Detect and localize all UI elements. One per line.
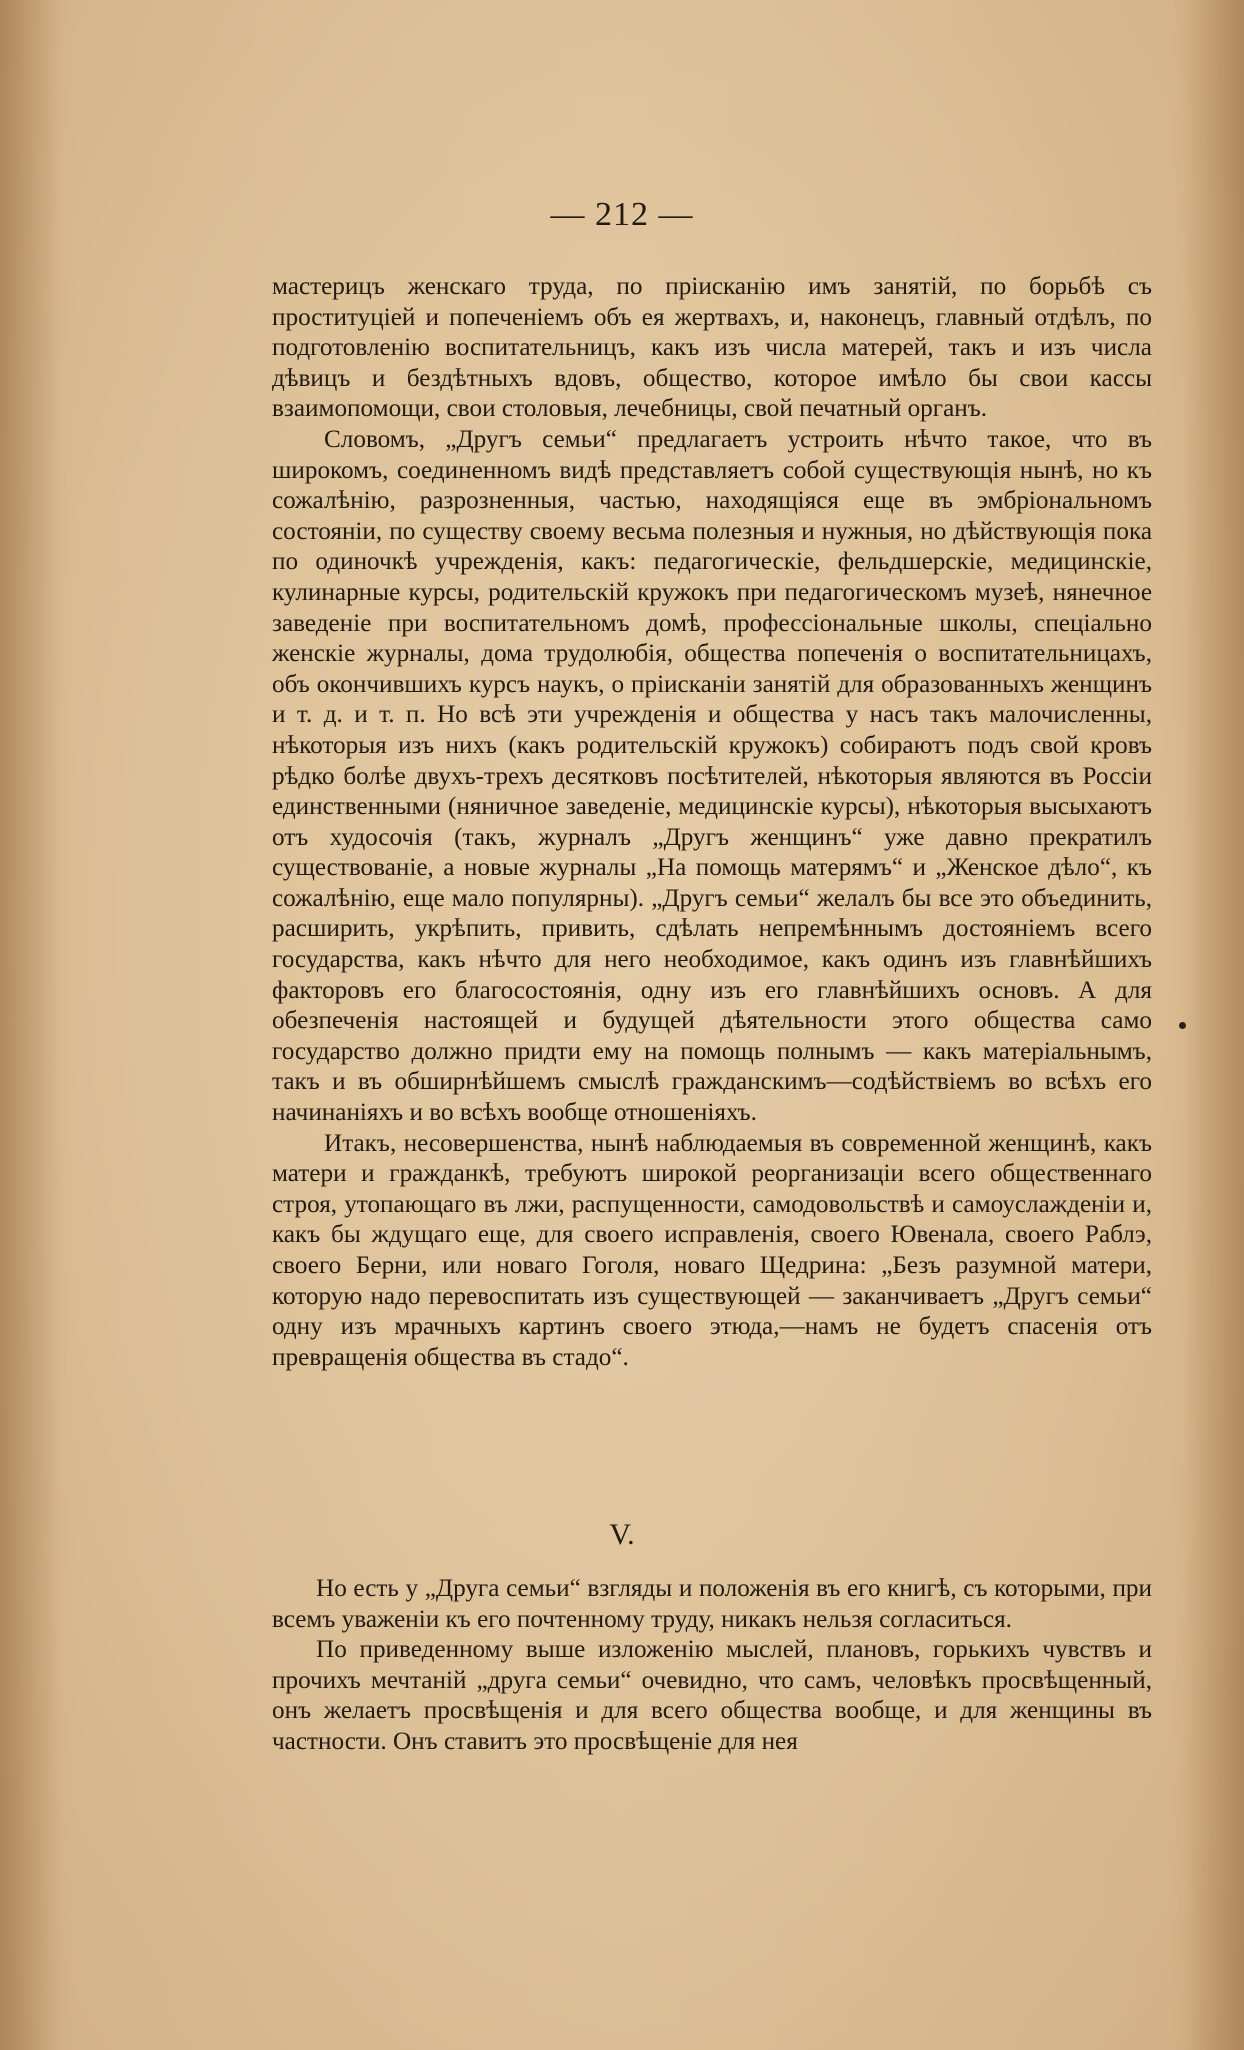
text-block-after-section — [272, 1574, 1152, 1758]
paragraph: По приведенному выше изложенiю мыслей, плановъ, горькихъ чувствъ и прочихъ мечтанiй „друга семьи“ очевидно, что самъ, человѣкъ просвѣщенный, онъ желаетъ просвѣщенiя и для всего общества вообще, и для женщины въ частности. Онъ ставитъ это просвѣщенiе для нея — [272, 1636, 1152, 1755]
section-heading: V. — [609, 1518, 635, 1551]
ink-speck — [1179, 1022, 1186, 1029]
paragraph: Словомъ, „Другъ семьи“ предлагаетъ устроить нѣчто такое, что въ широкомъ, соединенномъ видѣ представляетъ собой существующiя нынѣ, но къ сожалѣнiю, разрозненныя, частью, находящiяся еще въ эмбрiональномъ состоянiи, по существу своему весьма полезныя и нужныя, но дѣйствующiя пока по одиночкѣ учрежденiя, какъ: педагогическiе, фельдшерскiе, медицинскiе, кулинарные курсы, родительскiй кружокъ при педагогическомъ музеѣ, нянечное заведенiе при воспитательномъ домѣ, профессiональные школы, спецiально женскiе журналы, дома трудолюбiя, общества попеченiя о воспитательницахъ, объ окончившихъ курсъ наукъ, о прiисканiи занятiй для образованныхъ женщинъ и т. д. и т. п. Но всѣ эти учрежденiя и общества у насъ такъ малочисленны, нѣкоторыя изъ нихъ (какъ родительскiй кружокъ) собираютъ подъ свой кровъ рѣдко болѣе двухъ-трехъ десятковъ посѣтителей, нѣкоторыя являются въ Россiи единственными (няничное заведенiе, медицинскiе курсы), нѣкоторыя высыхаютъ отъ худосочiя (такъ, журналъ „Другъ женщинъ“ уже давно прекратилъ существованiе, а новые журналы „На помощь матерямъ“ и „Женское дѣло“, къ сожалѣнiю, еще мало популярны). „Другъ семьи“ желалъ бы все это объединить, расширить, укрѣпить, привить, сдѣлать непремѣннымъ достоянiемъ всего государства, какъ нѣчто для него необходимое, какъ одинъ изъ главнѣйшихъ факторовъ его благосостоянiя, одну изъ его главнѣйшихъ основъ. А для обезпеченiя настоящей и будущей дѣятельности этого общества само государство должно придти ему на помощь полнымъ — какъ матерiальнымъ, такъ и въ обширнѣйшемъ смыслѣ гражданскимъ—содѣйствiемъ во всѣхъ его начинанiяхъ и во всѣхъ вообще отношенiяхъ. — [272, 425, 1152, 1127]
text-block-before-section — [272, 272, 1152, 1373]
paragraph: мастерицъ женскаго труда, по прiисканiю имъ занятiй, по борьбѣ съ проституцiей и попеченiемъ объ ея жертвахъ, и, наконецъ, главный отдѣлъ, по подготовленiю воспитательницъ, какъ изъ числа матерей, такъ и изъ числа дѣвицъ и бездѣтныхъ вдовъ, общество, которое имѣло бы свои кассы взаимопомощи, свои столовыя, лечебницы, свой печатный органъ. — [272, 273, 1152, 423]
paragraph: Итакъ, несовершенства, нынѣ наблюдаемыя въ современной женщинѣ, какъ матери и гражданкѣ, требуютъ широкой реорганизацiи всего общественнаго строя, утопающаго въ лжи, распущенности, самодовольствѣ и самоуслажденiи и, какъ бы ждущаго еще, для своего исправленiя, своего Ювенала, своего Раблэ, своего Берни, или новаго Гоголя, новаго Щедрина: „Безъ разумной матери, которую надо перевоспитать изъ существующей — заканчиваетъ „Другъ семьи“ одну изъ мрачныхъ картинъ своего этюда,—намъ не будетъ спасенiя отъ превращенiя общества въ стадо“. — [272, 1129, 1152, 1371]
page-number: — 212 — — [550, 196, 694, 233]
page-edge-shadow-left — [0, 0, 60, 2050]
paragraph: Но есть у „Друга семьи“ взгляды и положенiя въ его книгѣ, съ которыми, при всемъ уваженiи къ его почтенному труду, никакъ нельзя согласиться. — [272, 1575, 1152, 1633]
page-edge-shadow-right — [1184, 0, 1244, 2050]
